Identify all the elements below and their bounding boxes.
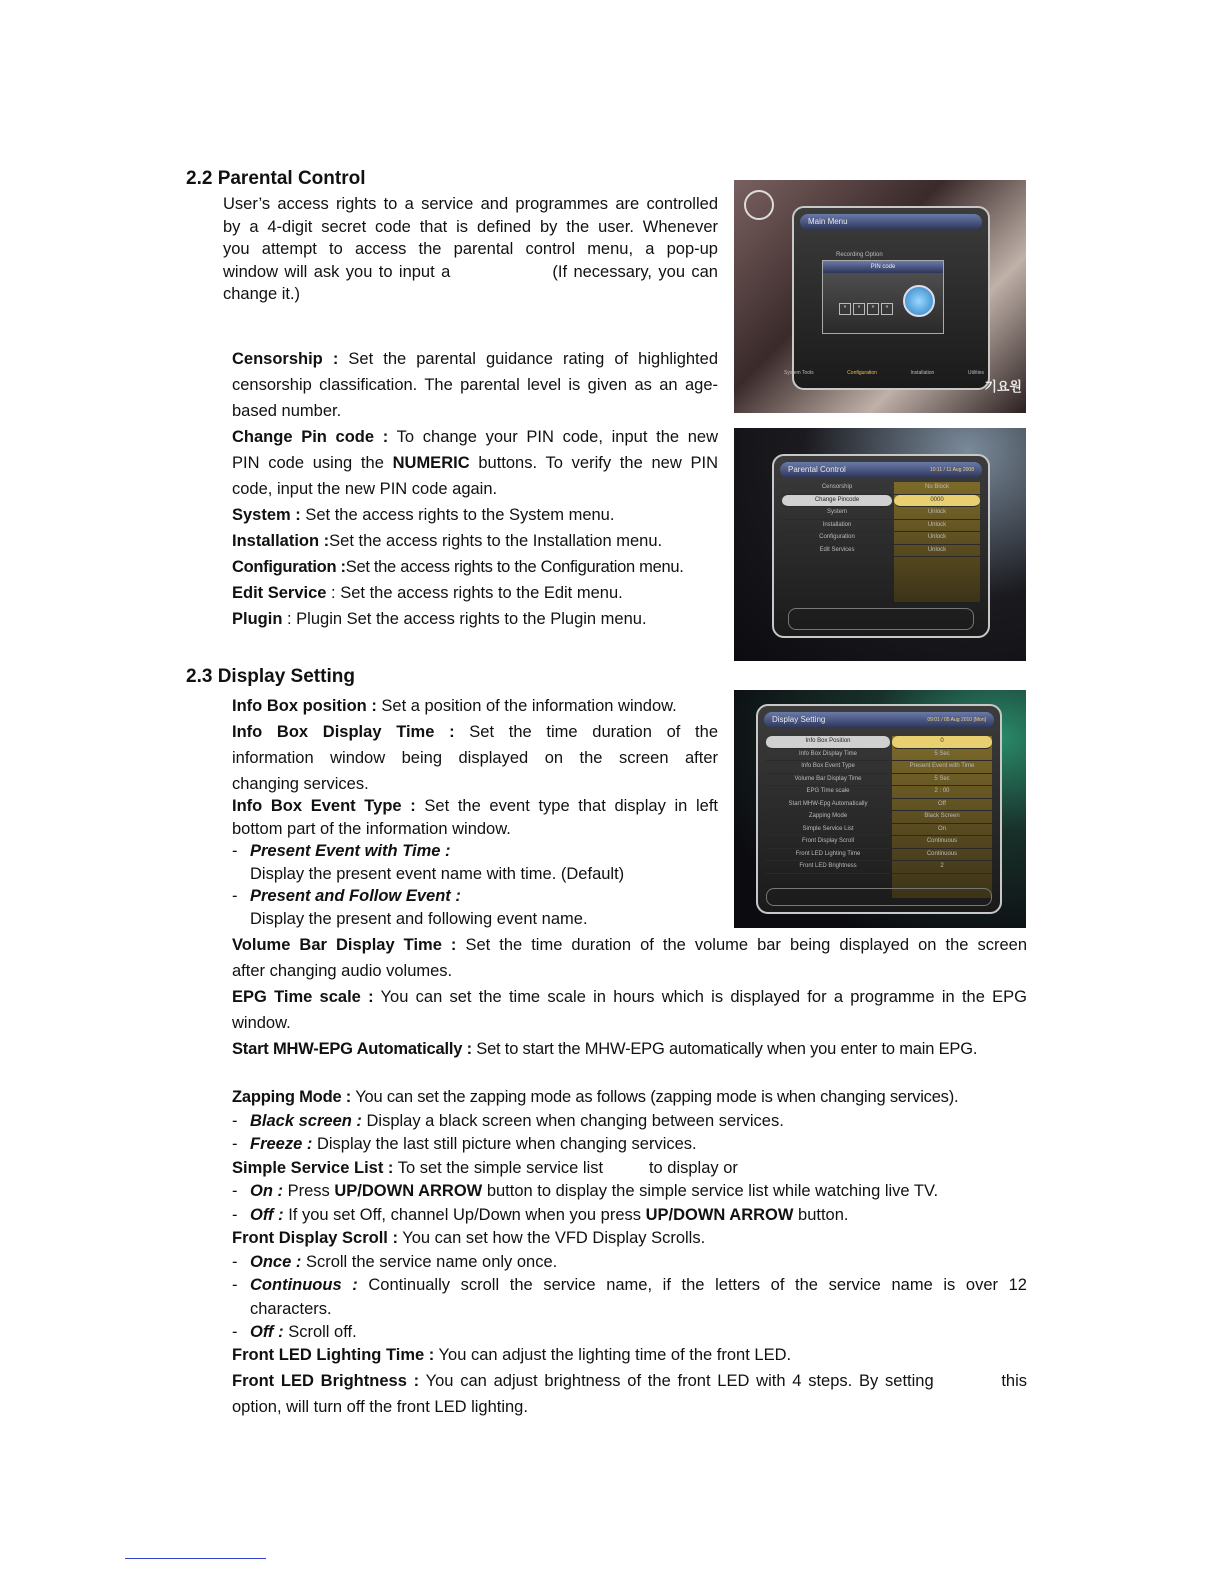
start-mhw-epg-text: Set to start the MHW-EPG automatically when you enter to main EPG. <box>471 1040 978 1058</box>
parental-right-column <box>894 482 980 602</box>
display-right-column <box>892 736 992 898</box>
menu-item[interactable]: Configuration <box>782 532 892 545</box>
display-setting-title-text: Display Setting <box>772 715 826 724</box>
info-box-display-time-label: Info Box Display Time : <box>232 723 455 741</box>
edit-service-line <box>232 580 718 606</box>
black-screen-label: Black screen : <box>250 1111 362 1130</box>
display-setting-top <box>232 693 718 797</box>
change-pin-text: To change your PIN code, input the new <box>388 428 719 446</box>
display-left-column <box>766 736 890 874</box>
configuration-line <box>232 554 718 580</box>
menu-item-selected[interactable]: Info Box Position <box>766 736 890 749</box>
list-dash: - <box>232 1252 238 1271</box>
configuration-icon[interactable]: Configuration <box>847 370 877 376</box>
info-box-position-label: Info Box position : <box>232 697 377 715</box>
front-led-brightness-line <box>232 1368 1027 1394</box>
list-dash: - <box>232 842 238 860</box>
change-pin-label: Change Pin code : <box>232 428 389 446</box>
scroll-off-line <box>232 1321 1027 1345</box>
main-menu-title: Main Menu <box>800 214 982 230</box>
menu-item[interactable]: Start MHW-Epg Automatically <box>766 799 890 812</box>
system-text: Set the access rights to the System menu. <box>300 506 615 524</box>
screenshot-main-menu-pin <box>734 180 1026 413</box>
censorship-text: censorship classification. The parental level is given as an age- <box>232 376 718 394</box>
info-box-event-type-label: Info Box Event Type : <box>232 797 416 815</box>
installation-text: Set the access rights to the Installation menu. <box>329 532 663 550</box>
installation-line <box>232 528 718 554</box>
menu-item[interactable]: Censorship <box>782 482 892 495</box>
menu-value: Unlock <box>894 507 980 520</box>
front-led-lighting-time-text: You can adjust the lighting time of the front LED. <box>434 1346 792 1364</box>
system-line <box>232 502 718 528</box>
plugin-line <box>232 606 718 632</box>
black-screen-line <box>232 1110 1027 1134</box>
front-display-scroll-text: You can set how the VFD Display Scrolls. <box>397 1229 706 1247</box>
intro-line: User’s access rights to a service and programmes are controlled <box>223 195 718 213</box>
intro-line: by a 4-digit secret code that is defined by the user. Whenever <box>223 217 718 236</box>
pin-box[interactable]: * <box>867 303 879 315</box>
once-label: Once : <box>250 1252 302 1271</box>
continuous-line <box>232 1274 1027 1298</box>
volume-bar-line <box>232 932 1027 958</box>
info-box-event-type-line <box>232 795 718 818</box>
screenshot-display-setting <box>734 690 1026 928</box>
front-led-lighting-time-label: Front LED Lighting Time : <box>232 1346 435 1364</box>
menu-item[interactable]: EPG Time scale <box>766 786 890 799</box>
menu-value: On <box>892 824 992 837</box>
epg-time-scale-text: window. <box>232 1014 291 1032</box>
info-box-position-line <box>232 693 718 719</box>
censorship-line <box>232 346 718 372</box>
list-dash: - <box>232 1135 238 1153</box>
parental-control-title-text: Parental Control <box>788 465 846 474</box>
censorship-text: based number. <box>232 402 342 420</box>
menu-value: Unlock <box>894 545 980 558</box>
installation-label: Installation : <box>232 532 330 550</box>
korean-overlay-text: 기요원 <box>984 379 1022 394</box>
display-setting-title <box>764 712 994 728</box>
intro-line: you attempt to access the parental control menu, a pop-up <box>223 240 718 258</box>
pin-box[interactable]: * <box>853 303 865 315</box>
menu-item[interactable]: Front LED Brightness <box>766 861 890 874</box>
change-pin-line <box>232 450 718 476</box>
continuous-text: Continually scroll the service name, if the letters of the service name is over 12 <box>357 1276 1027 1294</box>
start-mhw-epg-label: Start MHW-EPG Automatically : <box>232 1040 472 1058</box>
zapping-mode-text: You can set the zapping mode as follows (zapping mode is when changing services). <box>351 1088 959 1106</box>
off-text: If you set Off, channel Up/Down when you press <box>283 1205 646 1224</box>
censorship-label: Censorship : <box>232 350 339 368</box>
recording-option-label: Recording Option <box>836 252 883 258</box>
list-dash: - <box>232 1205 238 1224</box>
freeze-line <box>232 1133 1027 1157</box>
display-setting-datetime: 09:01 / 05 Aug 2010 [Mon] <box>927 717 986 723</box>
menu-value-selected[interactable]: 0000 <box>894 495 980 508</box>
plugin-text: : Plugin Set the access rights to the Plugin menu. <box>282 610 647 628</box>
zapping-mode-label: Zapping Mode : <box>232 1088 352 1106</box>
epg-time-scale-line <box>232 984 1027 1010</box>
up-down-arrow-keyword: UP/DOWN ARROW <box>645 1205 794 1224</box>
volume-bar-text: after changing audio volumes. <box>232 962 453 980</box>
change-pin-text: PIN code using the <box>232 454 393 472</box>
parental-control-panel <box>772 454 990 638</box>
display-setting-panel <box>756 704 1002 914</box>
menu-item[interactable]: Simple Service List <box>766 824 890 837</box>
menu-item[interactable]: Info Box Display Time <box>766 749 890 762</box>
freeze-label: Freeze : <box>250 1135 313 1153</box>
footnote-divider <box>125 1558 266 1559</box>
menu-value: Black Screen <box>892 811 992 824</box>
present-and-follow-text: Display the present and following event name. <box>250 909 588 928</box>
parental-control-title <box>780 462 982 478</box>
pin-box[interactable]: * <box>881 303 893 315</box>
present-event-with-time-label: Present Event with Time : <box>250 842 451 860</box>
logo-icon <box>744 190 774 220</box>
info-box-position-text: Set a position of the information window. <box>376 697 677 715</box>
menu-value: Off <box>892 799 992 812</box>
menu-item-selected[interactable]: Change Pincode <box>782 495 892 508</box>
black-screen-text: Display a black screen when changing between services. <box>361 1111 784 1130</box>
numeric-keyword: NUMERIC <box>392 454 470 472</box>
continuous-label: Continuous : <box>250 1276 358 1294</box>
menu-item[interactable]: Edit Services <box>782 545 892 558</box>
list-dash: - <box>232 1182 238 1200</box>
configuration-label: Configuration : <box>232 558 346 576</box>
simple-service-list-text: To set the simple service list to display or <box>393 1158 738 1177</box>
menu-item[interactable]: Volume Bar Display Time <box>766 774 890 787</box>
parental-items <box>232 346 718 632</box>
menu-value: 5 Sec <box>892 749 992 762</box>
section-heading-parental-control: 2.2 Parental Control <box>186 168 366 189</box>
list-dash: - <box>232 1276 238 1294</box>
present-and-follow-label: Present and Follow Event : <box>250 887 461 905</box>
plugin-label: Plugin <box>232 610 283 628</box>
menu-item[interactable]: Info Box Event Type <box>766 761 890 774</box>
on-label: On : <box>250 1182 283 1200</box>
pin-boxes <box>839 303 893 315</box>
freeze-text: Display the last still picture when changing services. <box>312 1135 697 1153</box>
change-pin-text: code, input the new PIN code again. <box>232 480 498 498</box>
info-box-display-time-line <box>232 719 718 745</box>
epg-time-scale-label: EPG Time scale : <box>232 988 374 1006</box>
main-menu-panel <box>792 206 990 390</box>
edit-service-text: : Set the access rights to the Edit menu. <box>326 584 623 602</box>
pin-box[interactable]: * <box>839 303 851 315</box>
on-text: button to display the simple service list while watching live TV. <box>482 1182 939 1200</box>
help-bar <box>788 608 974 630</box>
on-line <box>232 1180 1027 1204</box>
list-dash: - <box>232 1323 238 1341</box>
menu-item[interactable]: Front LED Lighting Time <box>766 849 890 862</box>
front-display-scroll-label: Front Display Scroll : <box>232 1229 398 1247</box>
configuration-text: Set the access rights to the Configuration menu. <box>345 558 684 576</box>
volume-bar-text: Set the time duration of the volume bar being displayed on the screen <box>456 936 1027 954</box>
zapping-section <box>232 1086 1027 1345</box>
section-heading-display-setting: 2.3 Display Setting <box>186 666 355 687</box>
pin-code-dialog <box>822 260 944 334</box>
front-led-brightness-text: You can adjust brightness of the front LED with 4 steps. By setting this <box>419 1372 1027 1390</box>
simple-service-list-line <box>232 1157 1027 1181</box>
front-led-brightness-label: Front LED Brightness : <box>232 1372 420 1390</box>
change-pin-line <box>232 424 718 450</box>
menu-value: 2 : 00 <box>892 786 992 799</box>
present-event-with-time-text: Display the present event name with time. (Default) <box>250 864 625 883</box>
menu-value: Continuous <box>892 849 992 862</box>
menu-value-selected[interactable]: 0 <box>892 736 992 749</box>
simple-service-list-label: Simple Service List : <box>232 1158 394 1177</box>
menu-value: Unlock <box>894 520 980 533</box>
list-dash: - <box>232 1111 238 1130</box>
system-tools-icon[interactable]: System Tools <box>784 370 814 376</box>
menu-value: No Block <box>894 482 980 495</box>
info-box-display-time-text: information window being displayed on the screen after <box>232 749 718 767</box>
parental-control-datetime: 10:11 / 11 Aug 2008 <box>929 467 974 473</box>
menu-item[interactable]: System <box>782 507 892 520</box>
volume-bar-label: Volume Bar Display Time : <box>232 936 457 954</box>
once-text: Scroll the service name only once. <box>301 1252 558 1271</box>
off-line <box>232 1204 1027 1228</box>
off-label: Off : <box>250 1205 284 1224</box>
front-display-scroll-line <box>232 1227 1027 1251</box>
present-and-follow-line <box>232 885 718 908</box>
zapping-mode-line <box>232 1086 1027 1110</box>
info-box-display-time-text: Set the time duration of the <box>454 723 718 741</box>
utilities-icon[interactable]: Utilities <box>967 370 984 376</box>
screenshot-parental-control <box>734 428 1026 661</box>
start-mhw-epg-line <box>232 1036 1027 1062</box>
menu-value: Unlock <box>894 532 980 545</box>
menu-value: 2 <box>892 861 992 874</box>
scroll-off-text: Scroll off. <box>283 1323 357 1341</box>
display-setting-body <box>232 932 1027 1062</box>
front-led-section <box>232 1342 1027 1420</box>
lock-icon <box>903 285 935 317</box>
continuous-text: characters. <box>250 1299 332 1318</box>
up-down-arrow-keyword: UP/DOWN ARROW <box>334 1182 483 1200</box>
list-dash: - <box>232 887 238 905</box>
installation-icon[interactable]: Installation <box>910 370 935 376</box>
epg-time-scale-text: You can set the time scale in hours which is displayed for a programme in the EPG <box>373 988 1027 1006</box>
pin-code-title: PIN code <box>823 261 943 273</box>
display-setting-event-type <box>232 795 718 930</box>
info-box-display-time-text: changing services. <box>232 775 369 793</box>
present-event-with-time-line <box>232 840 718 863</box>
scroll-off-label: Off : <box>250 1323 284 1341</box>
edit-service-label: Edit Service <box>232 584 327 602</box>
intro-line: change it.) <box>223 285 301 303</box>
menu-item[interactable]: Front Display Scroll <box>766 836 890 849</box>
info-box-event-type-text: Set the event type that display in left <box>415 797 718 815</box>
menu-value: Continuous <box>892 836 992 849</box>
on-text: Press <box>283 1182 335 1200</box>
parental-left-column <box>782 482 892 557</box>
menu-item[interactable]: Installation <box>782 520 892 533</box>
menu-value: Present Event with Time <box>892 761 992 774</box>
menu-item[interactable]: Zapping Mode <box>766 811 890 824</box>
front-led-brightness-text: option, will turn off the front LED lighting. <box>232 1398 528 1416</box>
menu-icon-row <box>784 370 984 376</box>
parental-intro <box>223 193 718 306</box>
help-bar <box>766 888 992 906</box>
change-pin-text: buttons. To verify the new PIN <box>469 454 718 472</box>
front-led-lighting-time-line <box>232 1342 1027 1368</box>
intro-line: window will ask you to input a (If necessary, you can <box>223 262 718 281</box>
info-box-event-type-text: bottom part of the information window. <box>232 819 511 838</box>
system-label: System : <box>232 506 301 524</box>
censorship-text: Set the parental guidance rating of highlighted <box>338 350 718 368</box>
off-text: button. <box>793 1205 849 1224</box>
once-line <box>232 1251 1027 1275</box>
menu-value: 5 Sec <box>892 774 992 787</box>
